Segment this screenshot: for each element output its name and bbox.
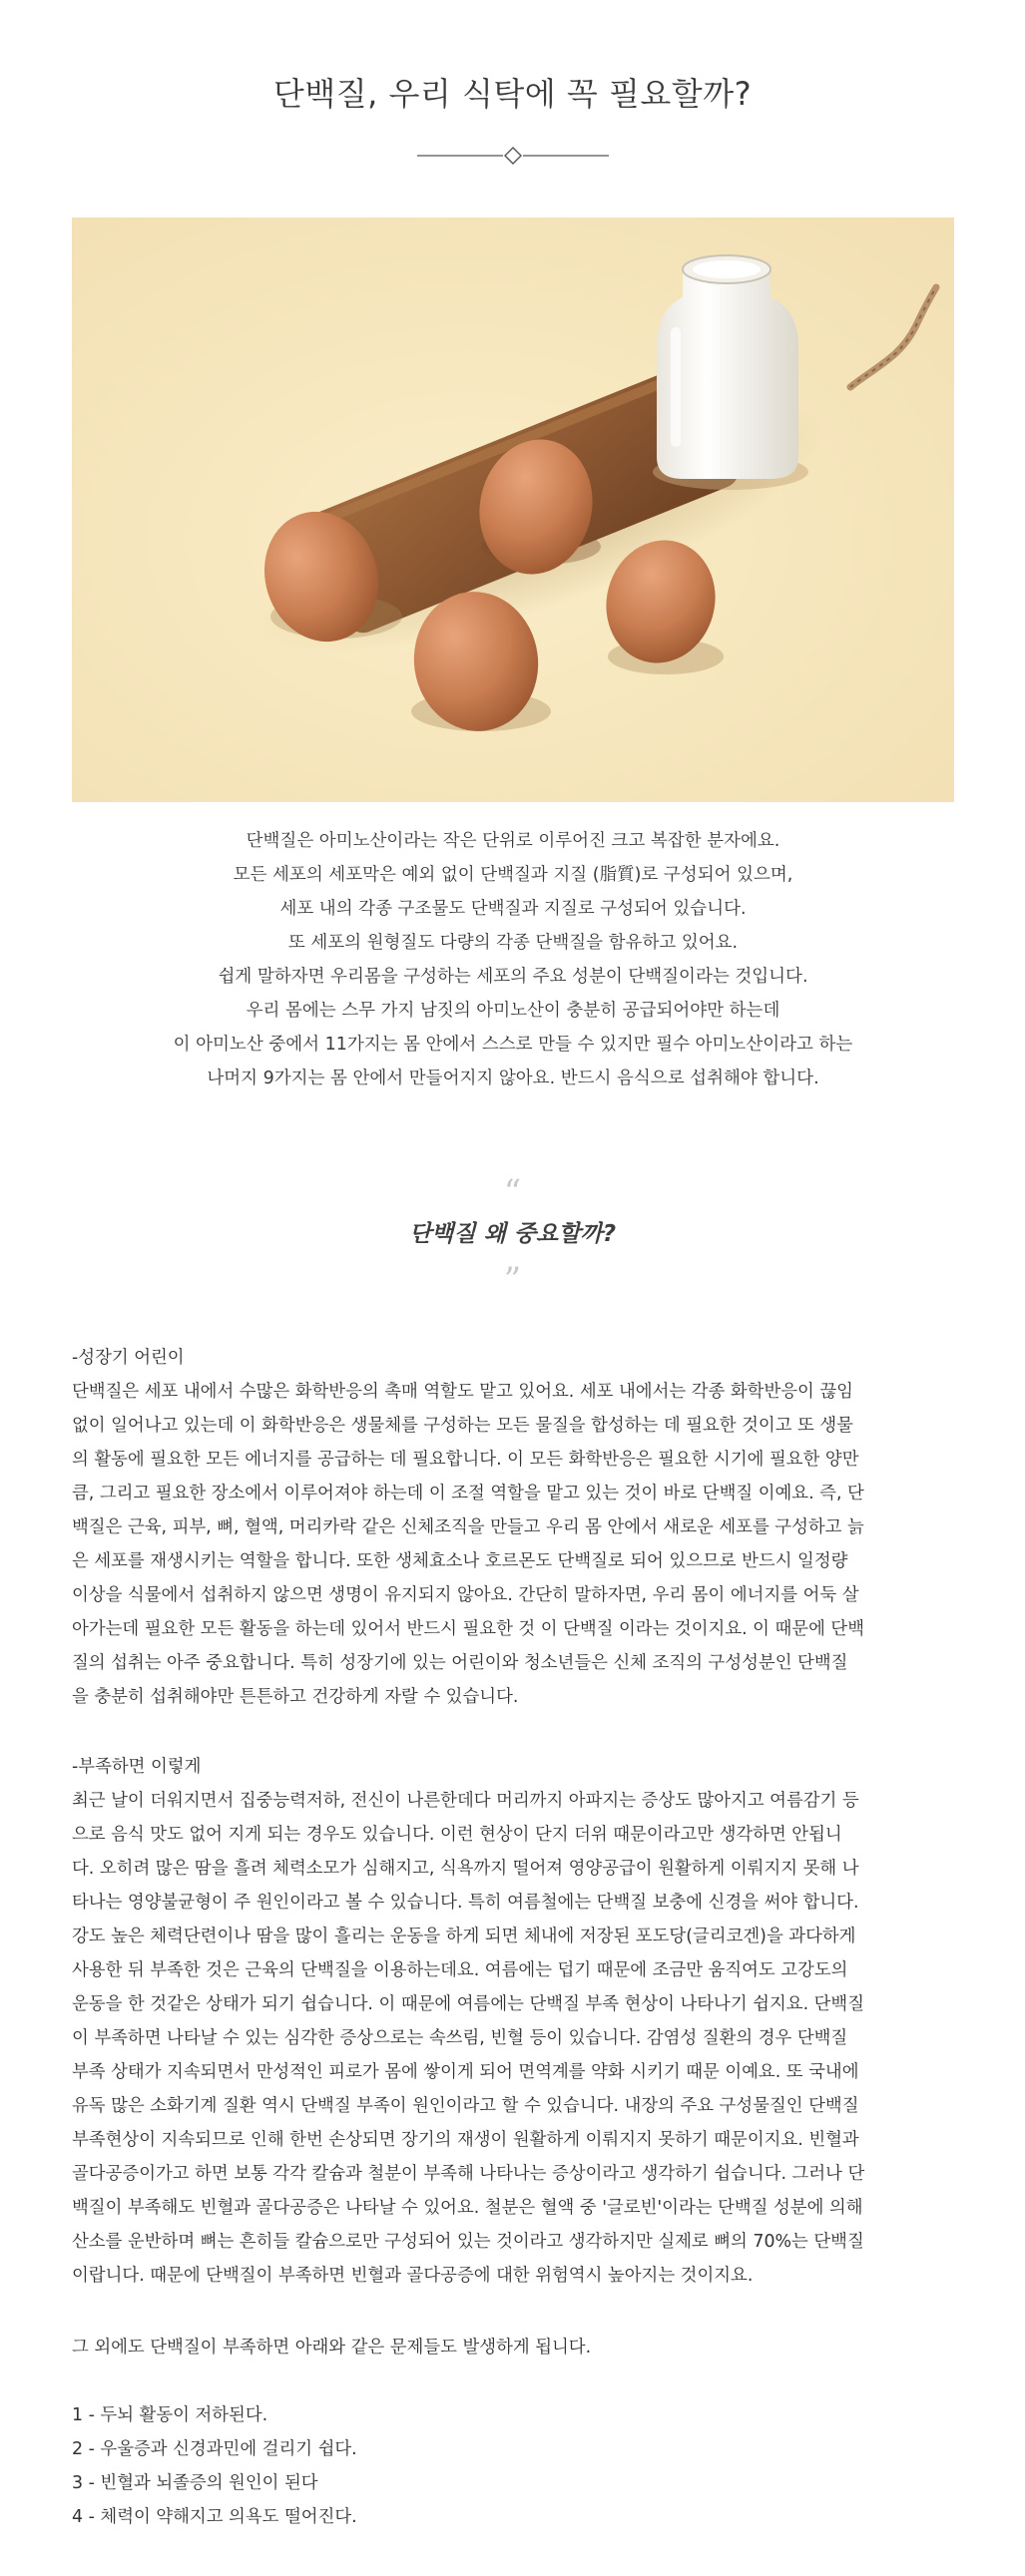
paragraph-line: 을 충분히 섭취해야만 튼튼하고 건강하게 자랄 수 있습니다. [72, 1687, 519, 1707]
paragraph-line: 유독 많은 소화기계 질환 역시 단백질 부족이 원인이라고 할 수 있습니다. 내장의 주요 구성물질인 단백질 [72, 2096, 859, 2116]
paragraph-line: 다. 오히려 많은 땀을 흘려 체력소모가 심해지고, 식욕까지 떨어져 영양공급이 원활하게 이뤄지지 못해 나 [72, 1859, 859, 1879]
paragraph-line: 이랍니다. 때문에 단백질이 부족하면 빈혈과 골다공증에 대한 위험역시 높아지는 것이지요. [72, 2266, 754, 2286]
paragraph-line: 의 활동에 필요한 모든 에너지를 공급하는 데 필요합니다. 이 모든 화학반응은 필요한 시기에 필요한 양만 [72, 1450, 859, 1470]
diamond-icon [505, 148, 521, 164]
intro-text [72, 824, 954, 1095]
title-divider [417, 144, 609, 168]
paragraph-line: 으로 음식 맛도 없어 지게 되는 경우도 있습니다. 이런 현상이 단지 더위 때문이라고만 생각하면 안됩니 [72, 1825, 842, 1845]
paragraph-line: 그 외에도 단백질이 부족하면 아래와 같은 문제들도 발생하게 됩니다. [72, 2338, 592, 2358]
section-growth-heading: -성장기 어린이 [72, 1348, 185, 1368]
paragraph-line: 아가는데 필요한 모든 활동을 하는데 있어서 반드시 필요한 것 이 단백질 이라는 것이지요. 이 때문에 단백 [72, 1619, 865, 1639]
paragraph-line: 골다공증이가고 하면 보통 각각 칼슘과 철분이 부족해 나타나는 증상이라고 생각하기 쉽습니다. 그러나 단 [72, 2164, 865, 2184]
intro-line: 단백질은 아미노산이라는 작은 단위로 이루어진 크고 복잡한 분자에요. [246, 831, 780, 851]
paragraph-line: 사용한 뒤 부족한 것은 근육의 단백질을 이용하는데요. 여름에는 덥기 때문에 조금만 움직여도 고강도의 [72, 1960, 848, 1980]
problem-list [72, 2398, 950, 2534]
intro-line: 이 아미노산 중에서 11가지는 몸 안에서 스스로 만들 수 있지만 필수 아미노산이라고 하는 [173, 1035, 853, 1055]
paragraph-line: 부족현상이 지속되므로 인해 한번 손상되면 장기의 재생이 원활하게 이뤄지지 못하기 때문이지요. 빈혈과 [72, 2130, 859, 2150]
section-growth [72, 1341, 960, 1714]
paragraph-line: 백질이 부족해도 빈혈과 골다공증은 나타날 수 있어요. 철분은 혈액 중 '글로빈'이라는 단백질 성분에 의해 [72, 2198, 863, 2218]
page-title: 단백질, 우리 식탁에 꼭 필요할까? [272, 75, 753, 114]
list-item: 4 - 체력이 약해지고 의욕도 떨어진다. [72, 2507, 357, 2527]
paragraph-line: 큼, 그리고 필요한 장소에서 이루어져야 하는데 이 조절 역할을 맡고 있는 것이 바로 단백질 이예요. 즉, 단 [72, 1484, 864, 1503]
paragraph-line: 이상을 식물에서 섭취하지 않으면 생명이 유지되지 않아요. 간단히 말하자면, 우리 몸이 에너지를 어둑 살 [72, 1585, 859, 1605]
paragraph-line: 백질은 근육, 피부, 뼈, 혈액, 머리카락 같은 신체조직을 만들고 우리 몸 안에서 새로운 세포를 구성하고 늙 [72, 1517, 864, 1537]
paragraph-line: 질의 섭취는 아주 중요합니다. 특히 성장기에 있는 어린이와 청소년들은 신체 조직의 구성성분인 단백질 [72, 1653, 848, 1673]
intro-line: 또 세포의 원형질도 다량의 각종 단백질을 함유하고 있어요. [287, 933, 739, 953]
section-other-problems [72, 2331, 960, 2364]
paragraph-line: 산소를 운반하며 뼈는 흔히들 칼슘으로만 구성되어 있는 것이라고 생각하지만 실제로 뼈의 70%는 단백질 [72, 2232, 864, 2252]
section-heading: 단백질 왜 중요할까? [408, 1221, 617, 1247]
paragraph-line: 이 부족하면 나타날 수 있는 심각한 증상으로는 속쓰림, 빈혈 등이 있습니다. 감염성 질환의 경우 단백질 [72, 2028, 848, 2048]
paragraph-line: 최근 날이 더워지면서 집중능력저하, 전신이 나른한데다 머리까지 아파지는 증상도 많아지고 여름감기 등 [72, 1791, 859, 1811]
paragraph-line: 부족 상태가 지속되면서 만성적인 피로가 몸에 쌓이게 되어 면역계를 약화 시키기 때문 이예요. 또 국내에 [72, 2062, 859, 2082]
open-quote-icon: “ [503, 1172, 522, 1212]
paragraph-line: 없이 일어나고 있는데 이 화학반응은 생물체를 구성하는 모든 물질을 합성하는 데 필요한 것이고 또 생물 [72, 1416, 853, 1436]
list-item: 1 - 두뇌 활동이 저하된다. [72, 2405, 268, 2425]
intro-line: 세포 내의 각종 구조물도 단백질과 지질로 구성되어 있습니다. [279, 899, 747, 919]
list-item: 2 - 우울증과 신경과민에 걸리기 쉽다. [72, 2439, 357, 2459]
section-deficiency-heading: -부족하면 이렇게 [72, 1757, 202, 1777]
intro-line: 나머지 9가지는 몸 안에서 만들어지지 않아요. 반드시 음식으로 섭취해야 합니다. [207, 1069, 819, 1088]
hero-photo [72, 217, 954, 802]
paragraph-line: 단백질은 세포 내에서 수많은 화학반응의 촉매 역할도 맡고 있어요. 세포 내에서는 각종 화학반응이 끊임 [72, 1382, 853, 1402]
paragraph-line: 운동을 한 것같은 상태가 되기 쉽습니다. 이 때문에 여름에는 단백질 부족 현상이 나타나기 쉽지요. 단백질 [72, 1994, 865, 2014]
intro-line: 우리 몸에는 스무 가지 남짓의 아미노산이 충분히 공급되어야만 하는데 [246, 1001, 780, 1021]
paragraph-line: 은 세포를 재생시키는 역할을 합니다. 또한 생체효소나 호르몬도 단백질로 되어 있으므로 반드시 일정량 [72, 1551, 848, 1571]
paragraph-line: 강도 높은 체력단련이나 땀을 많이 흘리는 운동을 하게 되면 체내에 저장된 포도당(글리코겐)을 과다하게 [72, 1927, 856, 1946]
close-quote-icon: ” [503, 1260, 522, 1300]
section-deficiency [72, 1750, 960, 2293]
intro-line: 쉽게 말하자면 우리몸을 구성하는 세포의 주요 성분이 단백질이라는 것입니다. [218, 967, 808, 987]
intro-line: 모든 세포의 세포막은 예외 없이 단백질과 지질 (脂質)로 구성되어 있으며, [233, 865, 793, 885]
list-item: 3 - 빈혈과 뇌졸증의 원인이 된다 [72, 2473, 318, 2493]
paragraph-line: 타나는 영양불균형이 주 원인이라고 볼 수 있습니다. 특히 여름철에는 단백질 보충에 신경을 써야 합니다. [72, 1893, 859, 1913]
